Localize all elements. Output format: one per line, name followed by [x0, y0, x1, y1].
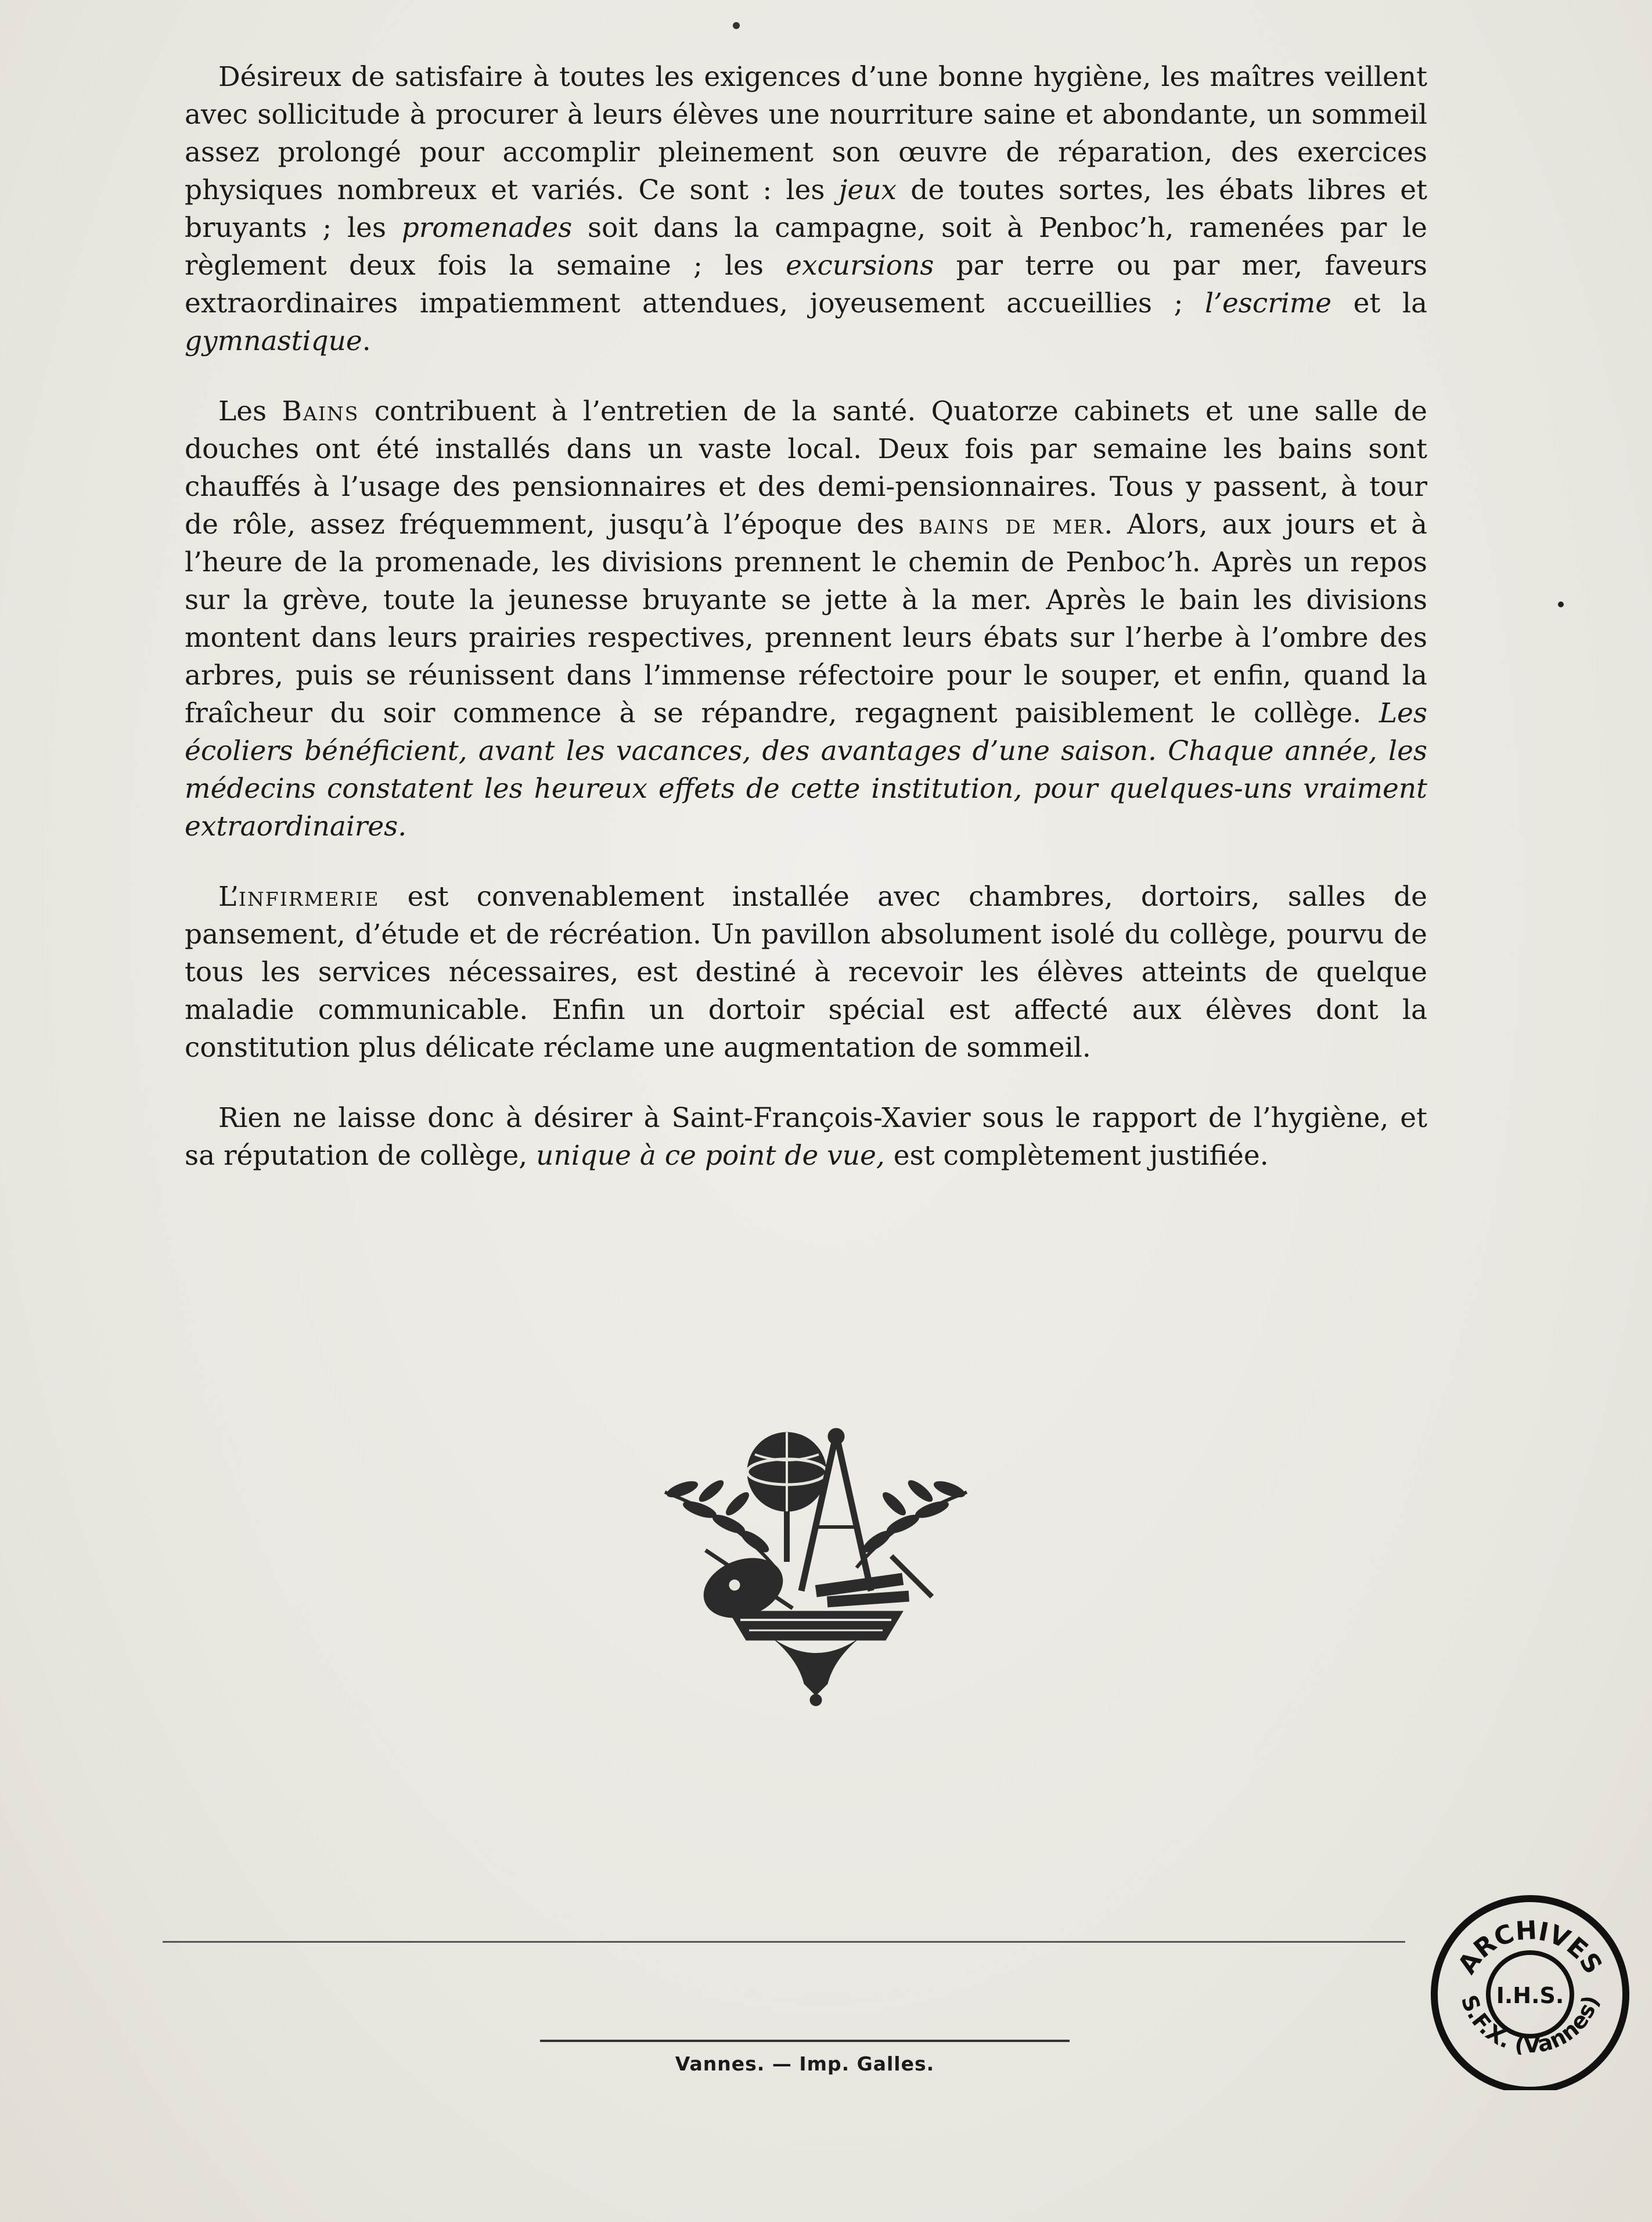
- stamp-top-text: ARCHIVES: [1452, 1915, 1608, 1979]
- paragraph-infirmerie: [185, 878, 1427, 1067]
- ink-speck-right: [1558, 602, 1564, 607]
- imprint-rule: [540, 2040, 1070, 2042]
- text-segment: promenades: [401, 212, 573, 244]
- text-segment: .: [362, 325, 371, 357]
- text-segment: Désireux de satisfaire à toutes les exigences d’une bonne hygiène, les maîtres veillent avec sollicitude à procurer à leurs élèves une nourriture saine et abondante, un sommeil assez prolongé pour accomplir pleinement son œuvre de réparation, des exercices physiques nombreux et variés. Ce sont : les: [185, 61, 1427, 206]
- paragraph-conclusion: [185, 1099, 1427, 1175]
- ink-speck-top: [733, 22, 740, 29]
- text-segment: infirmerie: [238, 881, 380, 913]
- stamp-bottom-text: S.F.X. (Vannes): [1456, 1991, 1604, 2058]
- text-segment: Bains: [282, 395, 359, 427]
- text-segment: l’escrime: [1205, 287, 1332, 319]
- text-segment: Les: [218, 395, 282, 427]
- body-text: [185, 58, 1427, 1207]
- emblem-ornament-icon: [642, 1422, 990, 1713]
- text-segment: Les écoliers bénéficient, avant les vacances, des avantages d’une saison. Chaque année, les médecins constatent les heureux effets de cette institution, pour quelques-uns vraiment extraordinaires.: [185, 697, 1427, 842]
- text-segment: unique à ce point de vue,: [536, 1140, 885, 1172]
- text-segment: est complètement justifiée.: [884, 1140, 1269, 1172]
- text-segment: est convenablement installée avec chambres, dortoirs, salles de pansement, d’étude et de récréation. Un pavillon absolument isolé du collège, pourvu de tous les services nécessaires, est destiné à recevoir les élèves atteints de quelque maladie communicable. Enfin un dortoir spécial est affecté aux élèves dont la constitution plus délicate réclame une augmentation de sommeil.: [185, 881, 1427, 1064]
- text-segment: de toutes sortes, les ébats libres et bruyants ; les: [185, 174, 1427, 244]
- archives-stamp: [1426, 1893, 1635, 2090]
- paragraph-bains: [185, 392, 1427, 845]
- text-segment: par terre ou par mer, faveurs extraordinaires impatiemment attendues, joyeusement accueillies ;: [185, 250, 1427, 319]
- text-segment: contribuent à l’entretien de la santé. Quatorze cabinets et une salle de douches ont été installés dans un vaste local. Deux fois par semaine les bains sont chauffés à l’usage des pensionnaires et des demi-pensionnaires. Tous y passent, à tour de rôle, assez fréquemment, jusqu’à l’époque des: [185, 395, 1427, 541]
- text-segment: et la: [1331, 287, 1427, 319]
- stamp-center-text: I.H.S.: [1496, 1983, 1564, 2008]
- footer-rule: [163, 1941, 1405, 1943]
- text-segment: Rien ne laisse donc à désirer à Saint-François-Xavier sous le rapport de l’hygiène, et sa réputation de collège,: [185, 1102, 1427, 1172]
- text-segment: jeux: [838, 174, 897, 206]
- paragraph-hygiene: [185, 58, 1427, 360]
- text-segment: gymnastique: [185, 325, 362, 357]
- svg-text:ARCHIVES: [1452, 1915, 1608, 1979]
- text-segment: excursions: [786, 250, 934, 282]
- text-segment: bains de mer: [918, 509, 1104, 541]
- text-segment: soit dans la campagne, soit à Penboc’h, ramenées par le règlement deux fois la semaine ; les: [185, 212, 1427, 282]
- text-segment: . Alors, aux jours et à l’heure de la promenade, les divisions prennent le chemin de Penboc’h. Après un repos sur la grève, toute la jeunesse bruyante se jette à la mer. Après le bain les divisions montent dans leurs prairies respectives, prennent leurs ébats sur l’herbe à l’ombre des arbres, puis se réunissent dans l’immense réfectoire pour le souper, et enfin, quand la fraîcheur du soir commence à se répandre, regagnent paisiblement le collège.: [185, 509, 1428, 729]
- text-segment: L’: [218, 881, 239, 913]
- printer-imprint: Vannes. — Imp. Galles.: [675, 2052, 935, 2075]
